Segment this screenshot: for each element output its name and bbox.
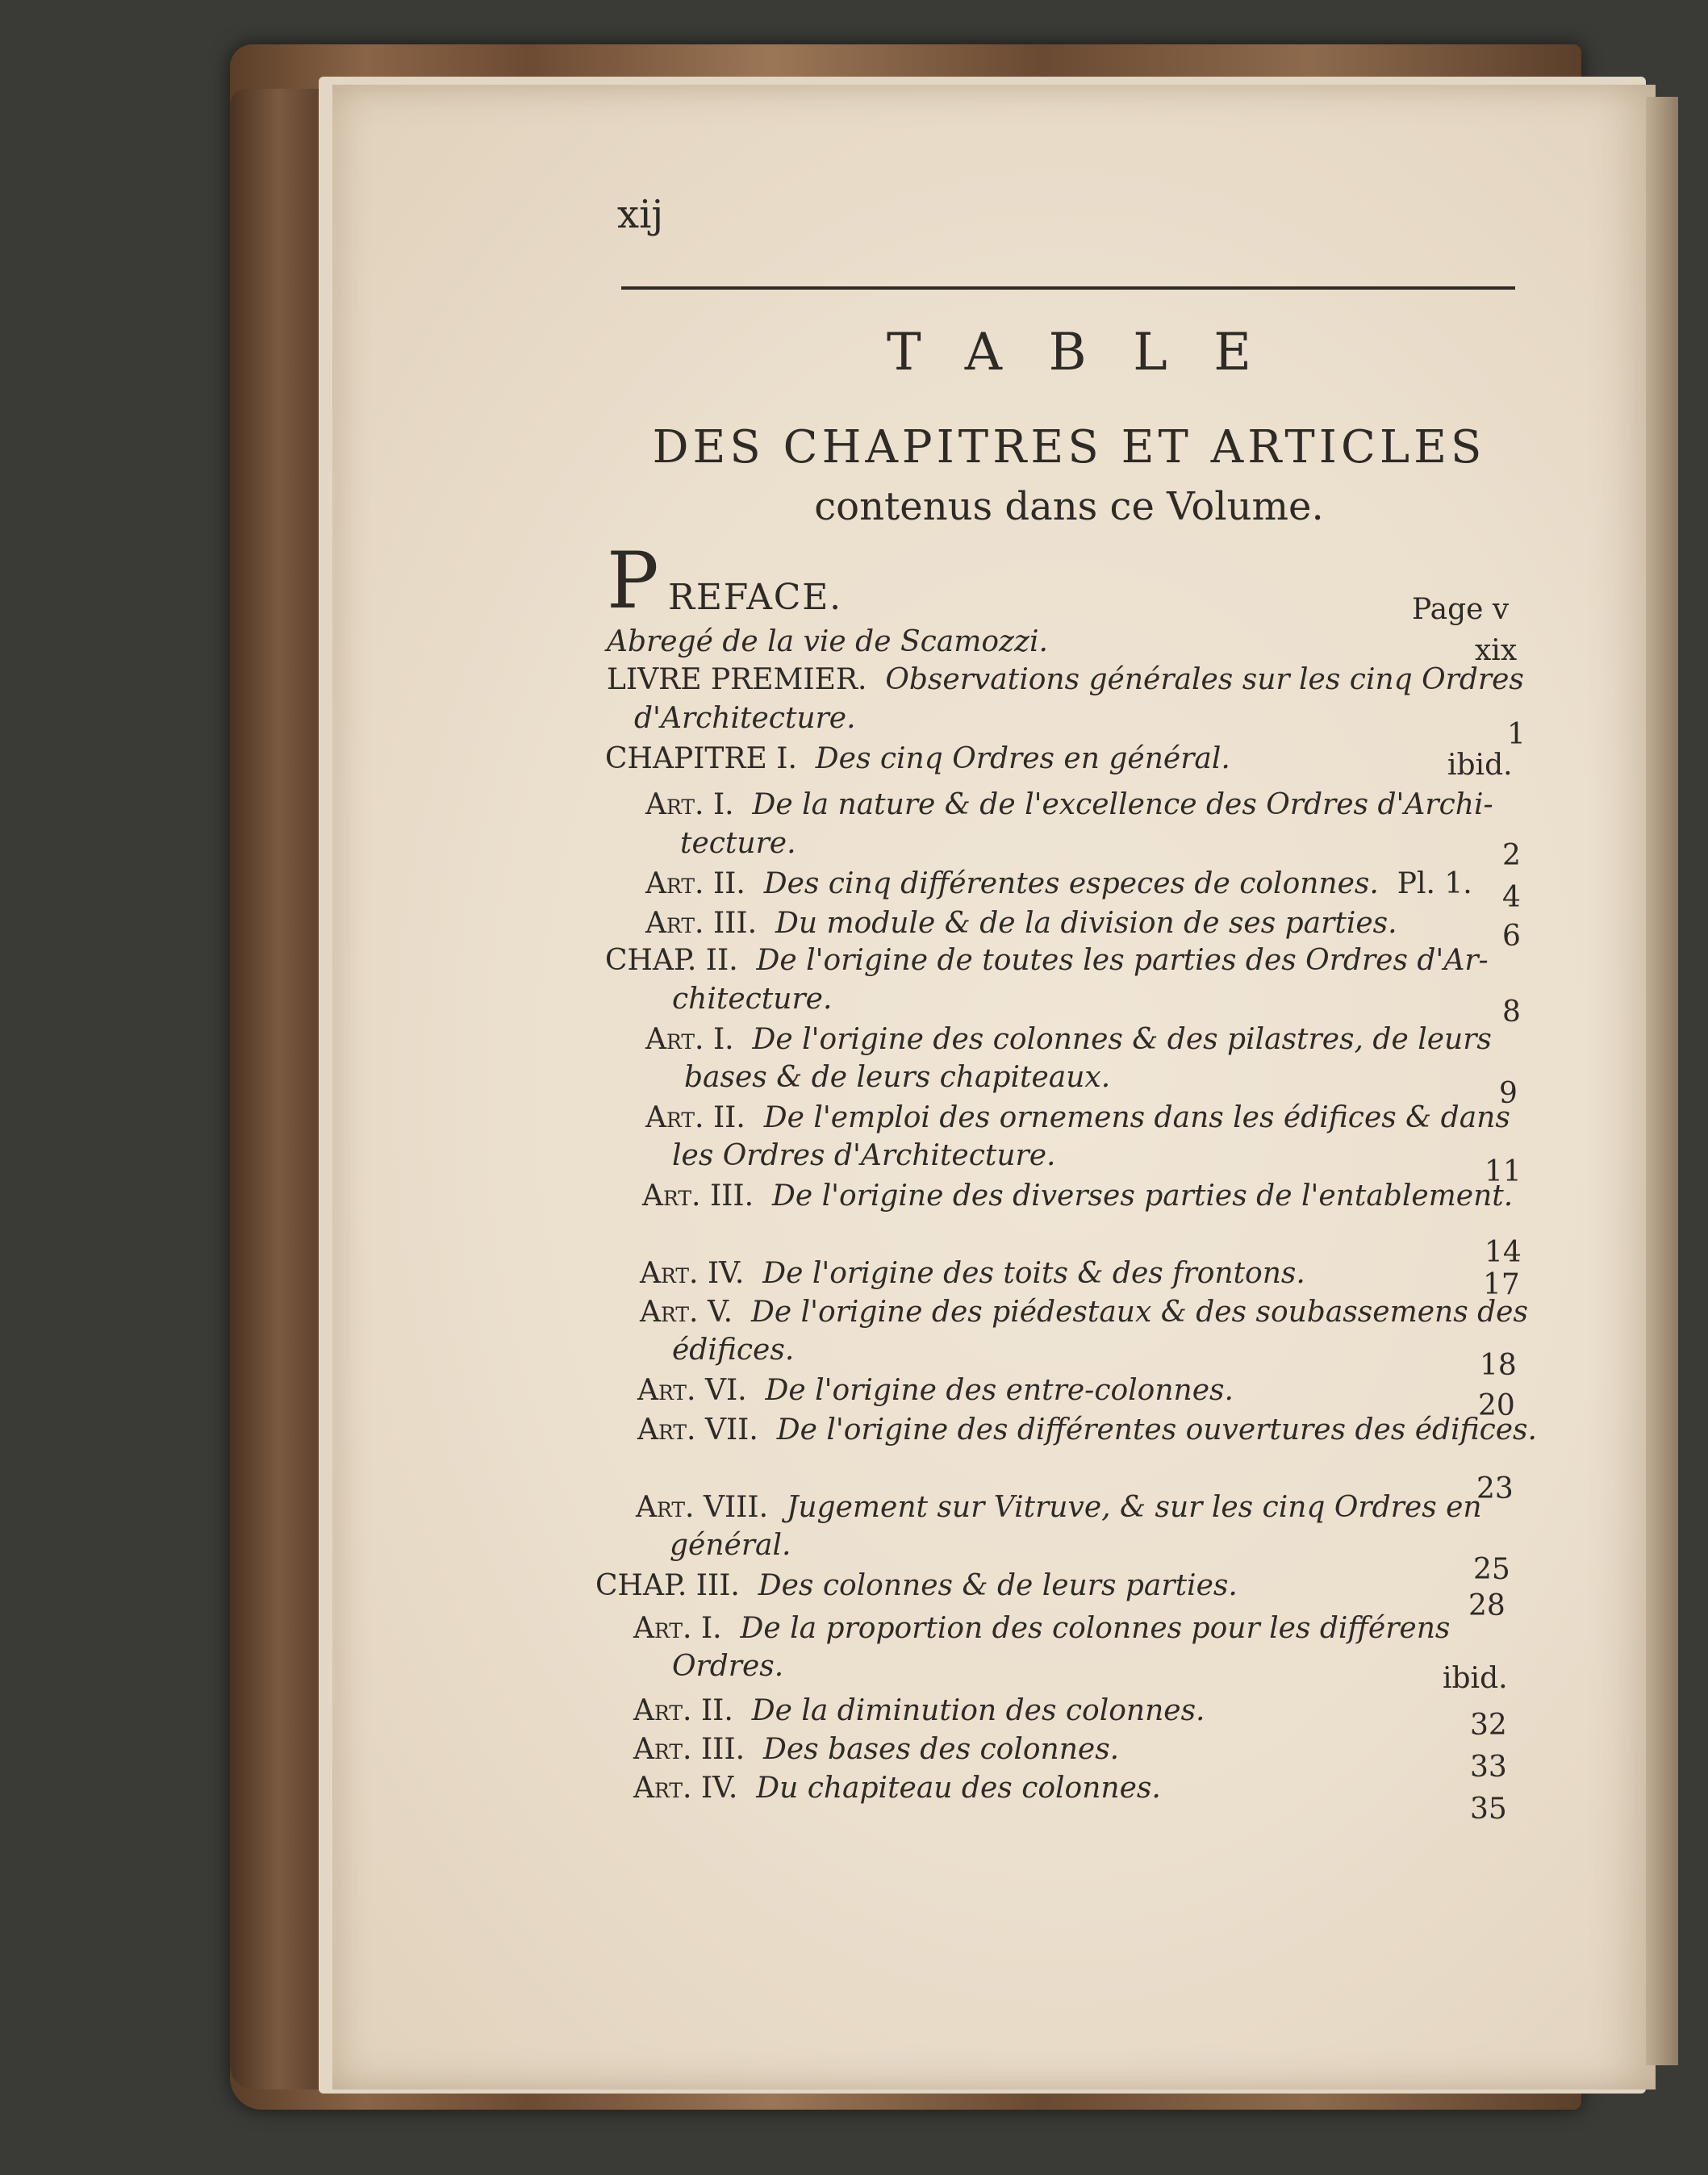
- toc-label: CHAP. III.: [595, 1569, 740, 1602]
- toc-entry-abrege: Abregé de la vie de Scamozzi.: [607, 625, 1048, 658]
- toc-label: CHAP. II.: [605, 944, 738, 977]
- toc-text: De l'origine des différentes ouvertures des édifices.: [776, 1413, 1537, 1447]
- toc-text: De l'origine des toits & des frontons.: [762, 1257, 1305, 1290]
- toc-text: De la diminution des colonnes.: [751, 1694, 1205, 1727]
- toc-entry-article: [645, 788, 1493, 821]
- toc-label: Art. III.: [642, 1179, 754, 1213]
- toc-label: Art. I.: [645, 788, 734, 821]
- toc-page-number: 2: [1502, 839, 1521, 872]
- toc-page-number: ibid.: [1443, 1662, 1508, 1695]
- page-title: TABLE: [886, 323, 1298, 382]
- toc-page-number: 1: [1507, 718, 1526, 751]
- toc-entry-article: [645, 1023, 1492, 1056]
- toc-text: Jugement sur Vitruve, & sur les cinq Ordres en: [786, 1491, 1482, 1524]
- toc-text-continued: les Ordres d'Architecture.: [672, 1139, 1056, 1172]
- toc-text: De l'emploi des ornemens dans les édifices & dans: [763, 1101, 1510, 1134]
- toc-page-number: 4: [1502, 881, 1521, 914]
- toc-entry-chapter-2: [605, 944, 1489, 977]
- toc-text: Des cinq Ordres en général.: [815, 742, 1230, 775]
- folio: xij: [617, 192, 664, 237]
- toc-page-number: 23: [1476, 1472, 1514, 1505]
- toc-page-number: xix: [1475, 634, 1518, 667]
- toc-label: Art. IV.: [640, 1257, 745, 1290]
- toc-entry-article: [645, 1101, 1510, 1134]
- toc-entry-chapter-1: [605, 742, 1230, 775]
- toc-entry-article: [645, 867, 1472, 900]
- toc-label: Art. IV.: [633, 1772, 738, 1805]
- toc-text: De l'origine des diverses parties de l'entablement.: [771, 1179, 1514, 1213]
- toc-entry-article: [633, 1612, 1450, 1645]
- toc-page-number: 17: [1483, 1268, 1520, 1301]
- toc-text-continued: bases & de leurs chapiteaux.: [684, 1061, 1111, 1094]
- toc-page-number: 8: [1502, 996, 1521, 1029]
- toc-label: Art. I.: [633, 1612, 722, 1645]
- toc-entry-article: [640, 1296, 1528, 1329]
- toc-entry-article: [633, 1694, 1205, 1727]
- toc-text: De la proportion des colonnes pour les différens: [740, 1612, 1451, 1645]
- toc-page-number: 11: [1485, 1155, 1522, 1188]
- toc-text-continued: tecture.: [680, 827, 796, 860]
- toc-entry-article: [645, 907, 1397, 940]
- toc-label: Art. II.: [645, 867, 745, 900]
- toc-text: De l'origine des entre-colonnes.: [765, 1374, 1234, 1407]
- page-subtitle: DES CHAPITRES ET ARTICLES: [652, 421, 1486, 474]
- toc-text-continued: édifices.: [672, 1334, 795, 1367]
- toc-page-number: 9: [1499, 1077, 1518, 1110]
- toc-preface: REFACE.: [668, 577, 842, 618]
- toc-entry-article: [633, 1733, 1119, 1766]
- toc-entry-article: [637, 1374, 1234, 1407]
- toc-label: Art. V.: [640, 1296, 733, 1329]
- toc-label: Art. VII.: [637, 1413, 758, 1447]
- toc-entry-article: [642, 1179, 1513, 1213]
- toc-page-number: 20: [1478, 1389, 1515, 1422]
- toc-label: Art. III.: [633, 1733, 745, 1766]
- toc-page-number: 28: [1468, 1589, 1505, 1622]
- toc-text: Des colonnes & de leurs parties.: [758, 1569, 1238, 1602]
- toc-label: Art. II.: [645, 1101, 745, 1134]
- toc-page-number: 18: [1480, 1349, 1517, 1382]
- toc-page-number: Page v: [1412, 593, 1510, 626]
- toc-text: Observations générales sur les cinq Ordres: [885, 663, 1524, 696]
- toc-entry-article: [636, 1491, 1482, 1524]
- toc-text: De l'origine des piédestaux & des soubassemens des: [750, 1296, 1528, 1329]
- toc-text: Des bases des colonnes.: [762, 1733, 1120, 1766]
- toc-page-number: 14: [1485, 1236, 1522, 1269]
- toc-text: De l'origine de toutes les parties des Ordres d'Ar-: [756, 944, 1489, 977]
- toc-label: Art. VI.: [637, 1374, 747, 1407]
- toc-page-number: 6: [1502, 920, 1521, 953]
- toc-label: Art. II.: [633, 1694, 733, 1727]
- toc-label: Art. III.: [645, 907, 758, 940]
- toc-text-continued: d'Architecture.: [634, 702, 856, 735]
- toc-entry-chapter-3: [595, 1569, 1238, 1602]
- toc-text-continued: général.: [670, 1529, 791, 1562]
- toc-entry-livre: [607, 663, 1524, 696]
- toc-text: De l'origine des colonnes & des pilastres, de leurs: [752, 1023, 1492, 1056]
- toc-entry-article: [640, 1257, 1305, 1290]
- toc-page-number: 33: [1470, 1751, 1507, 1784]
- page-subtitle-2: contenus dans ce Volume.: [814, 484, 1324, 529]
- toc-label: Art. I.: [645, 1023, 734, 1056]
- toc-page-number: 32: [1470, 1709, 1507, 1742]
- toc-label: CHAPITRE I.: [605, 742, 797, 775]
- toc-page-number: 35: [1470, 1793, 1507, 1826]
- toc-text: Du chapiteau des colonnes.: [756, 1772, 1161, 1805]
- toc-page-number: ibid.: [1447, 749, 1513, 782]
- toc-entry-article: [633, 1772, 1161, 1805]
- toc-text-continued: Ordres.: [672, 1650, 784, 1683]
- toc-plate: Pl. 1.: [1397, 867, 1472, 900]
- drop-cap: P: [607, 536, 659, 626]
- toc-label: Art. VIII.: [636, 1491, 769, 1524]
- toc-page-number: 25: [1473, 1553, 1510, 1586]
- toc-text-continued: chitecture.: [672, 983, 833, 1016]
- toc-entry-article: [637, 1413, 1537, 1447]
- header-rule: [621, 286, 1515, 290]
- toc-text: Des cinq différentes especes de colonnes.: [763, 867, 1379, 900]
- toc-label: LIVRE PREMIER.: [607, 663, 867, 696]
- toc-text: Du module & de la division de ses parties.: [775, 907, 1397, 940]
- toc-text: De la nature & de l'excellence des Ordres d'Archi-: [752, 788, 1493, 821]
